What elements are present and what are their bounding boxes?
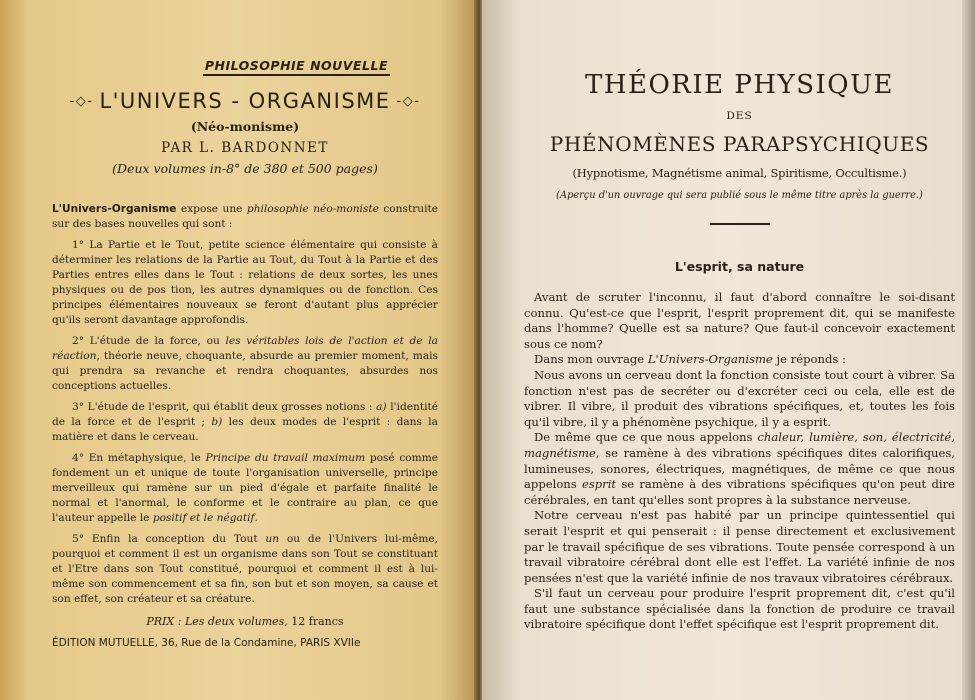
point-5: 5° Enfin la conception du Tout un ou de l'Univers lui-même, pourquoi et comment il est un organisme dans son Tout se constituant et l'Etre dans son Tout constitué, pourquoi et comment il est à lui-même son commencement et sa fin, son but et son moyen, sa cause et son effet, son créateur et sa créature. — [52, 533, 439, 605]
paragraph-3: Nous avons un cerveau dont la fonction consiste tout court à vibrer. Sa fonction n'est pas de secréter ou d'excréter ceci ou cela, elle est de vibrer. Il vibre, il produit des vibrations spécifiques, et, toutes les fois qu'il vibre, il y a phénomène psychique, il y a esprit. — [524, 367, 955, 429]
right-body — [524, 290, 955, 633]
book-subtitle: (Néo-monisme) — [190, 119, 300, 134]
ornament-left-icon: -◇- — [69, 94, 94, 109]
paragraph-1: Avant de scruter l'inconnu, il faut d'abord connaître le soi-disant connu. Qu'est-ce que l'esprit, l'esprit proprement dit, qui se manifeste dans l'homme? Quelle est sa nature? Que faut-il concevoir exactement sous ce nom? — [524, 290, 955, 351]
left-page — [0, 0, 478, 700]
page-edge — [962, 0, 975, 700]
section-heading: L'esprit, sa nature — [674, 259, 805, 274]
book-volumes: (Deux volumes in-8° de 380 et 500 pages) — [112, 161, 378, 176]
left-body — [52, 202, 438, 607]
intro-paragraph: L'Univers-Organisme expose une philosophie néo-moniste construite sur des bases nouvelles qui sont : — [52, 203, 438, 230]
paragraph-4: De même que ce que nous appelons chaleur, lumière, son, électricité, magnétisme, se ramène à des vibrations spécifiques dites calorifiques, lumineuses, sonores, électriques, magnétiques, de même ce que nous appelons esprit se ramène à des vibrations spécifiques qu'on peut dire cérébrales, en tant qu'elles sont propres à la substance nerveuse. — [524, 430, 955, 507]
article-title-des: DES — [726, 110, 753, 122]
paragraph-2: Dans mon ouvrage L'Univers-Organisme je réponds : — [534, 352, 846, 367]
point-1: 1° La Partie et le Tout, petite science élémentaire qui consiste à déterminer les relations de la Partie au Tout, du Tout à la Partie et des Parties entres elles dans le Tout : relations de deux sortes, les unes physiques ou de pos tion, les autres dynamiques ou de fonction. Ces principes élémentaires nouveaux se feront d'autant plus apprécier qu'ils seront davantage approfondis. — [52, 239, 438, 326]
article-note: (Aperçu d'un ouvrage qui sera publié sous le même titre après la guerre.) — [556, 190, 923, 201]
series-label: PHILOSOPHIE NOUVELLE — [52, 58, 438, 73]
point-2: 2° L'étude de la force, ou les véritables lois de l'action et de la réaction, théorie neuve, choquante, absurde au premier moment, mais qui prendra sa revanche et rendra choquantes, absurdes nos conceptions actuelles. — [52, 335, 438, 392]
book-author: PAR L. BARDONNET — [161, 140, 329, 156]
article-topics: (Hypnotisme, Magnétisme animal, Spiritisme, Occultisme.) — [572, 166, 907, 180]
article-title-2: PHÉNOMÈNES PARAPSYCHIQUES — [549, 132, 930, 156]
point-3: 3° L'étude de l'esprit, qui établit deux grosses notions : a) l'identité de la force et de l'esprit ; b) les deux modes de l'esprit : dans la matière et dans le cerveau. — [52, 401, 438, 443]
book-title: -◇- L'UNIVERS - ORGANISME -◇- — [69, 89, 421, 113]
article-title: THÉORIE PHYSIQUE — [584, 70, 895, 100]
ornament-right-icon: -◇- — [396, 94, 421, 109]
divider — [710, 223, 770, 225]
paragraph-6: S'il faut un cerveau pour produire l'esprit proprement dit, c'est qu'il faut une substance spécialisée dans la fonction de produire ce travail vibratoire spécifique dont l'effet spécifique est l'esprit proprement dit. — [524, 586, 955, 632]
paragraph-5: Notre cerveau n'est pas habité par un principe quintessentiel qui serait l'esprit et qui penserait : il pense directement et exclusivement par le travail spécifique de ses vibrations. Toute pensée correspond à un travail vibratoire cérébral dont elle est l'effet. La variété infinie de nos pensées n'est que la variété infinie de nos travaux vibratoires cérébraux. — [524, 508, 955, 585]
right-page — [482, 0, 975, 700]
publisher-line: ÉDITION MUTUELLE, 36, Rue de la Condamine, PARIS XVIIe — [52, 637, 361, 649]
point-4: 4° En métaphysique, le Principe du travail maximum posé comme fondement un et unique de toute l'organisation universelle, principe merveilleux qui ramène sur un pied d'égale et parfaite finalité le normal et l'anormal, le conforme et le contraire au plan, ce que l'auteur appelle le positif et le négatif. — [52, 452, 439, 524]
price-line: PRIX : Les deux volumes, 12 francs — [146, 615, 344, 628]
